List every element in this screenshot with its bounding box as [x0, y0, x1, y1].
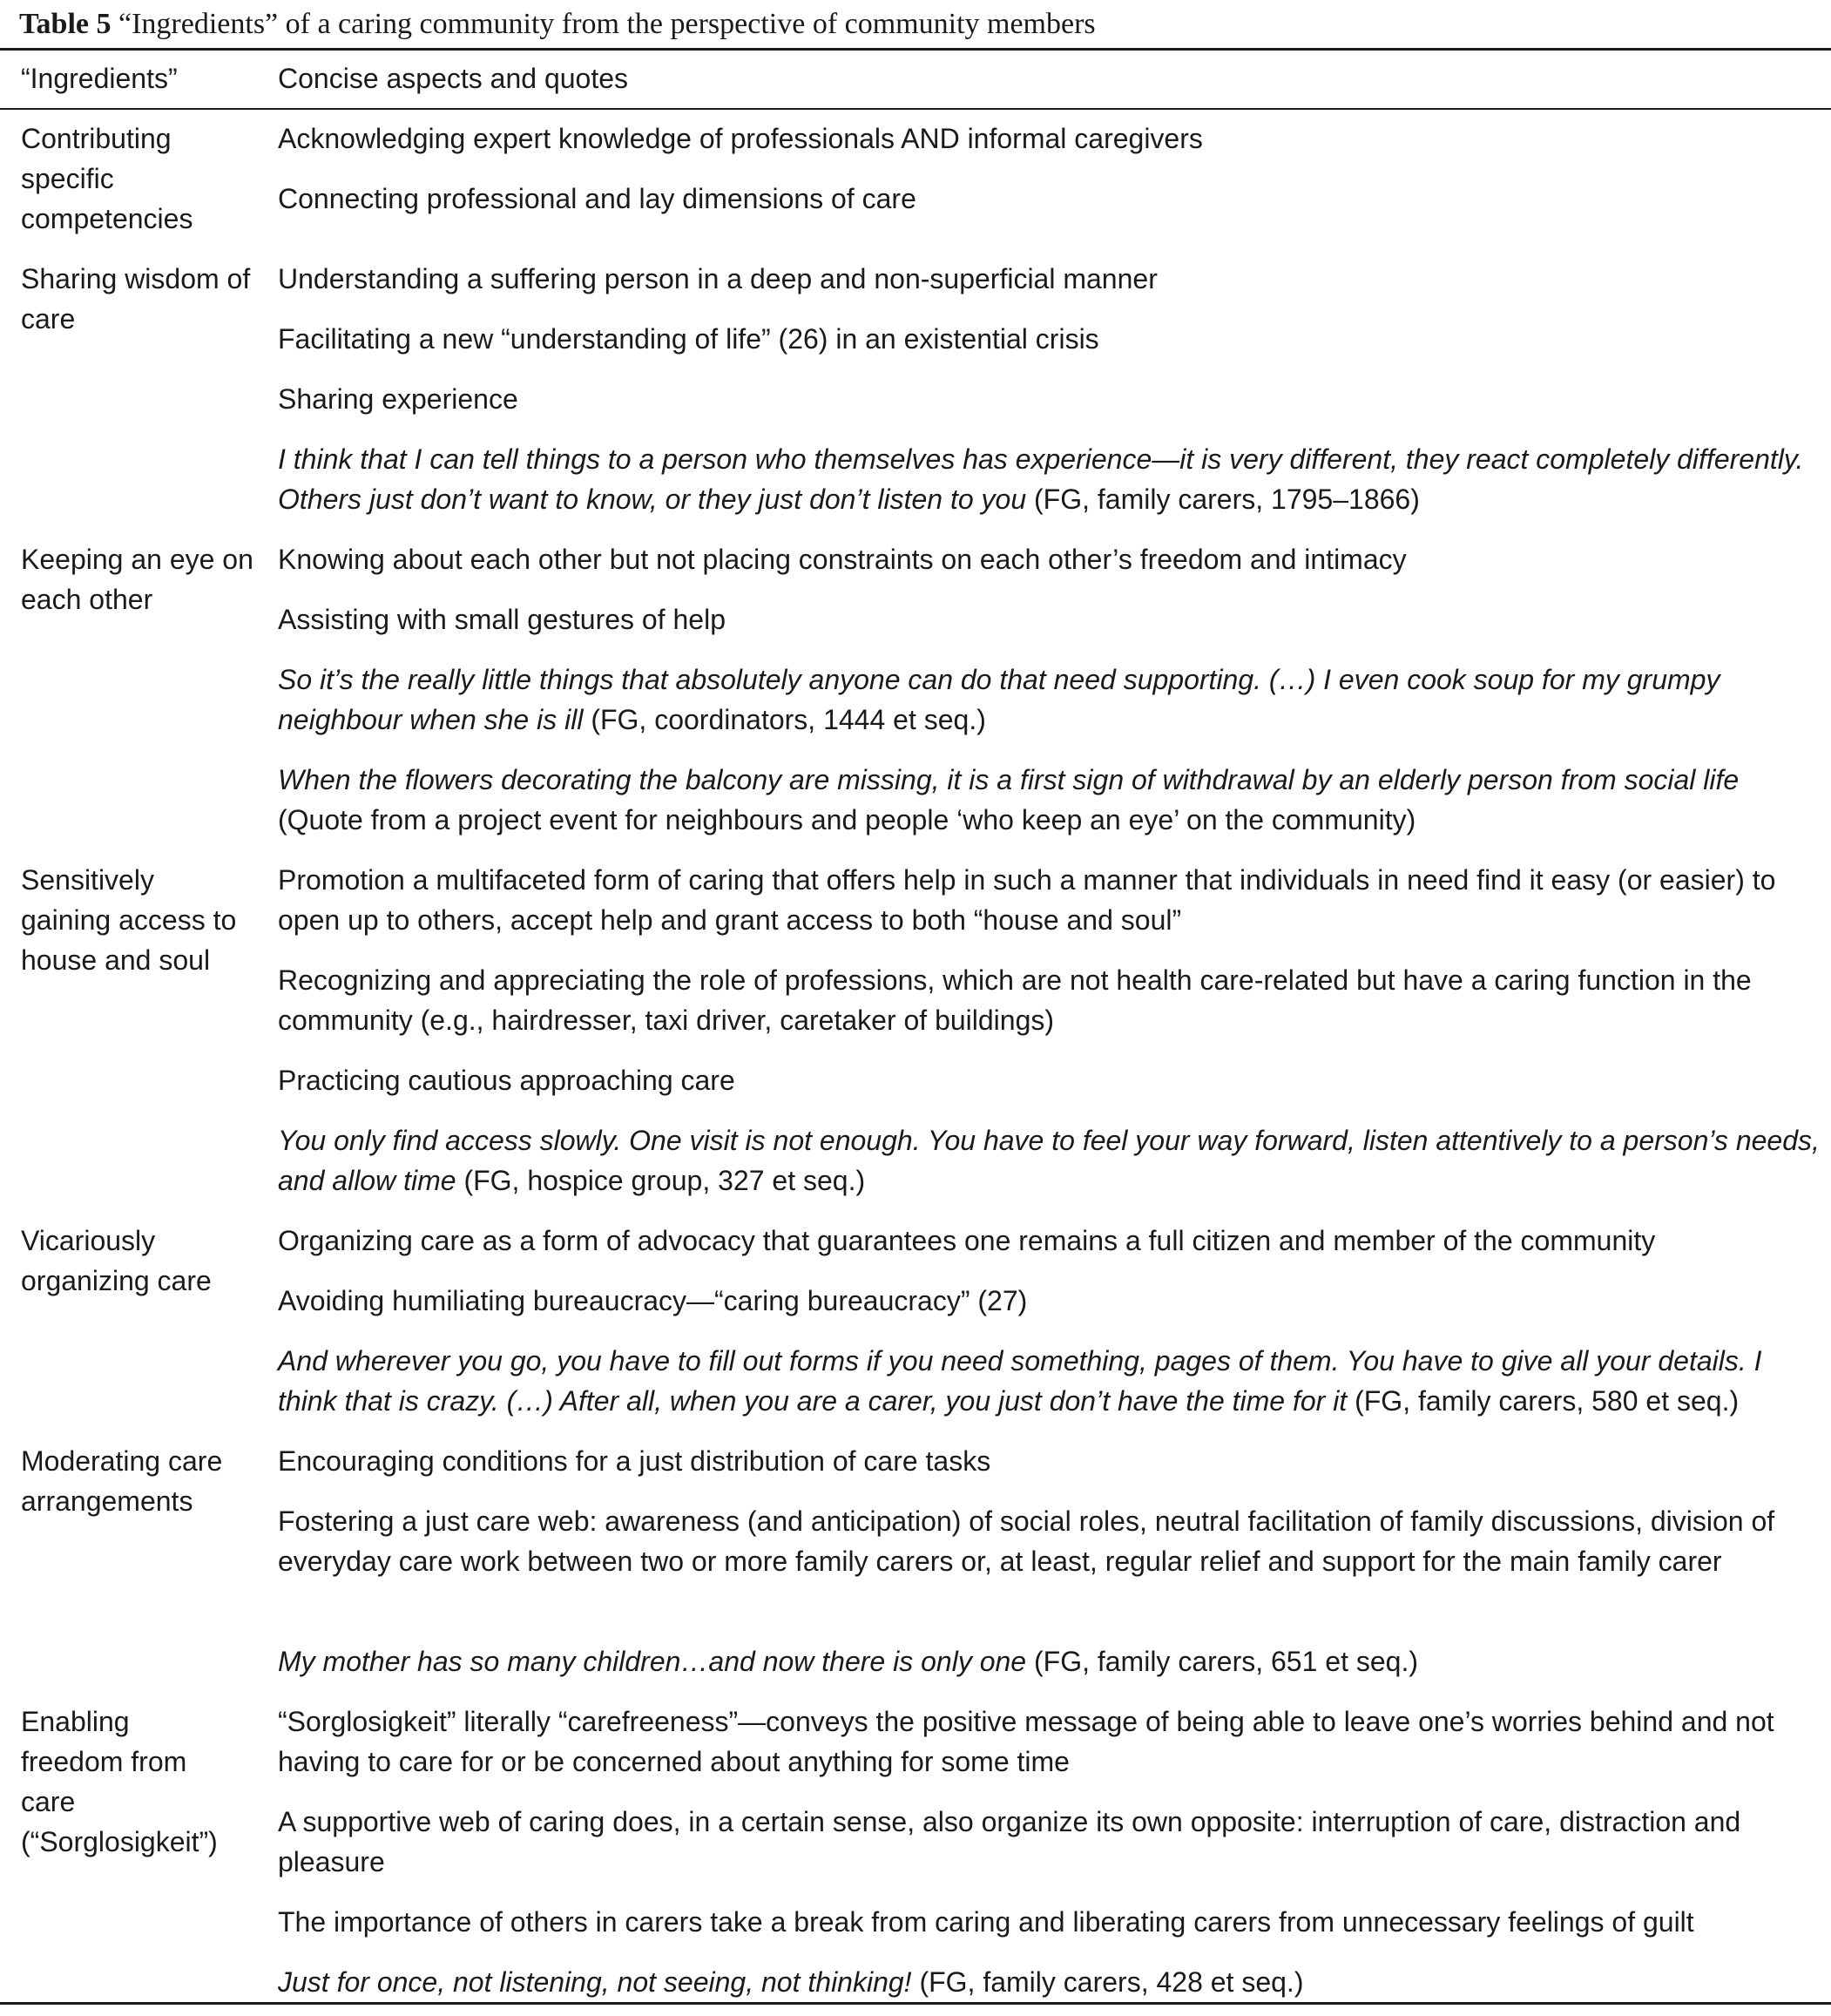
aspect-text: Fostering a just care web: awareness (and anticipation) of social roles, neutral facilitation of family discussions, division of everyday care work between two or more family carers or, at least, regular relief and support for the main family carer [278, 1505, 1775, 1577]
row-ingredient-enabling-freedom: Enabling freedom from care (“Sorglosigkeit”) [21, 1706, 218, 1857]
aspect-quote [278, 1120, 1820, 1201]
quote-source: (Quote from a project event for neighbours and people ‘who keep an eye’ on the community) [278, 804, 1416, 835]
aspect-text: Facilitating a new “understanding of life” (26) in an existential crisis [278, 323, 1099, 355]
row-ingredient-vicariously-organizing: Vicariously organizing care [21, 1225, 212, 1296]
table-title: “Ingredients” of a caring community from the perspective of community members [118, 8, 1096, 40]
aspect-text: Practicing cautious approaching care [278, 1065, 735, 1096]
aspect-text: Avoiding humiliating bureaucracy—“caring bureaucracy” (27) [278, 1285, 1028, 1316]
aspect-text: Organizing care as a form of advocacy that guarantees one remains a full citizen and member of the community [278, 1225, 1656, 1256]
aspect-text: The importance of others in carers take a break from caring and liberating carers from unnecessary feelings of guilt [278, 1906, 1694, 1938]
quote-text: When the flowers decorating the balcony are missing, it is a first sign of withdrawal by an elderly person from social life [278, 764, 1740, 795]
aspect-text: Assisting with small gestures of help [278, 604, 726, 635]
quote-text: I think that I can tell things to a person who themselves has experience—it is very different, they react completely differently. Others just don’t want to know, or they just don’t listen to you [278, 443, 1804, 515]
bottom-rule [0, 2002, 1831, 2005]
aspect-text: A supportive web of caring does, in a certain sense, also organize its own opposite: interruption of care, distraction and pleasure [278, 1806, 1741, 1877]
aspect-text: Sharing experience [278, 383, 518, 415]
quote-source: (FG, family carers, 428 et seq.) [911, 1966, 1304, 1998]
aspect-text: Encouraging conditions for a just distribution of care tasks [278, 1445, 991, 1477]
quote-text: So it’s the really little things that absolutely anyone can do that need supporting. (…) I even cook soup for my grumpy neighbour when she is ill [278, 664, 1720, 735]
aspect-text: Recognizing and appreciating the role of professions, which are not health care-related but have a caring function in the community (e.g., hairdresser, taxi driver, caretaker of buildings) [278, 964, 1752, 1036]
table-caption [19, 5, 1096, 44]
row-ingredient-sharing-wisdom: Sharing wisdom of care [21, 263, 251, 335]
header-aspects: Concise aspects and quotes [278, 63, 629, 94]
quote-text: Just for once, not listening, not seeing, not thinking! [278, 1966, 912, 1998]
aspect-text: Acknowledging expert knowledge of professionals AND informal caregivers [278, 123, 1203, 154]
quote-source: (FG, family carers, 580 et seq.) [1347, 1385, 1740, 1417]
row-ingredient-moderating: Moderating care arrangements [21, 1445, 223, 1517]
aspect-text: Knowing about each other but not placing constraints on each other’s freedom and intimacy [278, 544, 1407, 575]
row-ingredient-contributing: Contributing specific competencies [21, 123, 193, 234]
aspect-quote [278, 1341, 1820, 1421]
header-rule [0, 108, 1831, 110]
top-rule [0, 48, 1831, 51]
aspect-quote [278, 1641, 1820, 1681]
row-ingredient-gaining-access: Sensitively gaining access to house and soul [21, 864, 237, 976]
quote-text: My mother has so many children…and now there is only one [278, 1646, 1027, 1677]
aspect-text: Promotion a multifaceted form of caring that offers help in such a manner that individuals in need find it easy (or easier) to open up to others, accept help and grant access to both “house and soul” [278, 864, 1776, 936]
quote-source: (FG, family carers, 651 et seq.) [1026, 1646, 1418, 1677]
header-ingredients: “Ingredients” [21, 63, 178, 94]
table-label: Table 5 [19, 8, 111, 40]
quote-text: You only find access slowly. One visit is not enough. You have to feel your way forward, listen attentively to a person’s needs, and allow time [278, 1125, 1820, 1196]
aspect-text: Understanding a suffering person in a deep and non-superficial manner [278, 263, 1158, 294]
quote-source: (FG, hospice group, 327 et seq.) [456, 1165, 866, 1196]
quote-source: (FG, family carers, 1795–1866) [1026, 484, 1420, 515]
quote-text: And wherever you go, you have to fill out forms if you need something, pages of them. You have to give all your details. I think that is crazy. (…) After all, when you are a carer, you just don’t have the time for it [278, 1345, 1762, 1417]
aspect-text: Connecting professional and lay dimensions of care [278, 183, 916, 214]
aspect-quote [278, 660, 1820, 740]
aspect-text: “Sorglosigkeit” literally “carefreeness”—conveys the positive message of being able to leave one’s worries behind and not having to care for or be concerned about anything for some time [278, 1706, 1774, 1777]
aspect-quote [278, 439, 1820, 519]
quote-source: (FG, coordinators, 1444 et seq.) [583, 704, 986, 735]
aspect-quote [278, 760, 1820, 840]
row-ingredient-keeping-an-eye: Keeping an eye on each other [21, 544, 253, 615]
aspect-quote [278, 1962, 1820, 2002]
